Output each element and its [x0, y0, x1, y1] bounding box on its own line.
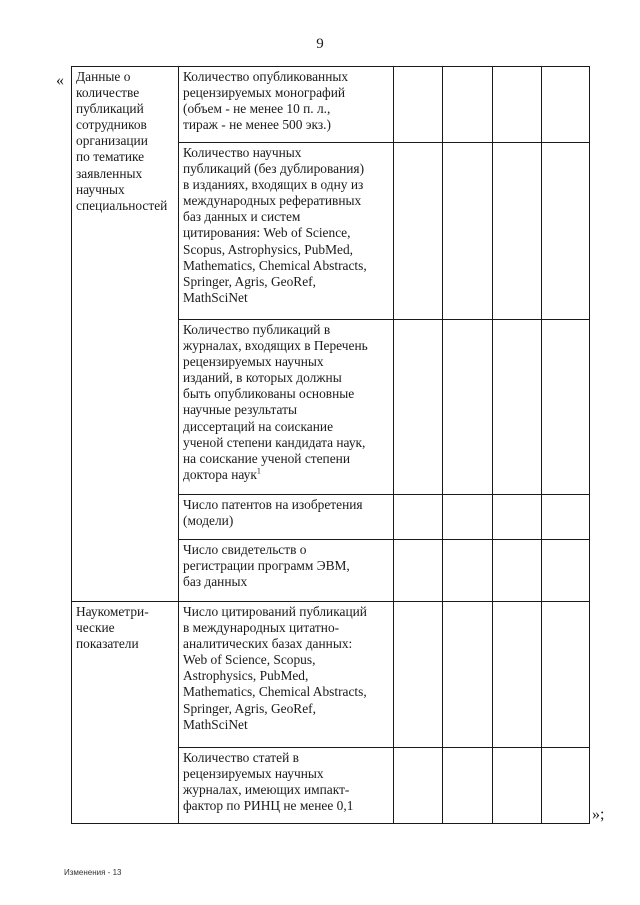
publications-table — [71, 66, 590, 824]
value-cell — [443, 143, 493, 320]
indicator-text: Число патентов на изобретения (модели) — [183, 497, 363, 529]
value-cell — [493, 67, 542, 143]
value-cell — [542, 495, 590, 540]
value-cell — [542, 143, 590, 320]
indicator-cell — [179, 143, 394, 320]
indicator-text: Количество статей в рецензируемых научных журналах, имеющих импакт- фактор по РИНЦ не менее 0,1 — [183, 750, 354, 814]
group-label-cell: Данные о количестве публикаций сотрудников организации по тематике заявленных научных специальностей — [72, 67, 179, 602]
value-cell — [443, 320, 493, 495]
indicator-cell — [179, 67, 394, 143]
footnote-marker: 1 — [256, 466, 261, 476]
indicator-cell — [179, 748, 394, 824]
value-cell — [443, 495, 493, 540]
value-cell — [443, 602, 493, 748]
indicator-text: Число цитирований публикаций в международных цитатно- аналитических базах данных: Web of Science, Scopus, Astrophysics, PubMed, Mathematics, Chemical Abstracts, Springer, Agris, GeoRef, MathSciNet — [183, 604, 367, 732]
value-cell — [542, 602, 590, 748]
opening-quote: « — [56, 72, 64, 89]
footer-note: Изменения - 13 — [64, 868, 122, 877]
indicator-text: Количество научных публикаций (без дублирования) в изданиях, входящих в одну из международных реферативных баз данных и систем цитирования: Web of Science, Scopus, Astrophysics, PubMed, Mathematics, Chemical Abstracts, Springer, Agris, GeoRef, MathSciNet — [183, 145, 367, 305]
group-label-cell: Наукометри- ческие показатели — [72, 602, 179, 824]
indicator-cell — [179, 602, 394, 748]
value-cell — [493, 748, 542, 824]
indicator-cell — [179, 495, 394, 540]
value-cell — [394, 67, 443, 143]
value-cell — [443, 540, 493, 602]
value-cell — [394, 495, 443, 540]
value-cell — [443, 748, 493, 824]
value-cell — [493, 602, 542, 748]
value-cell — [394, 748, 443, 824]
page-number: 9 — [316, 36, 324, 52]
value-cell — [394, 143, 443, 320]
value-cell — [493, 320, 542, 495]
value-cell — [394, 320, 443, 495]
indicator-cell — [179, 320, 394, 495]
indicator-text: Количество публикаций в журналах, входящих в Перечень рецензируемых научных изданий, в которых должны быть опубликованы основные научные результаты диссертаций на соискание ученой степени кандидата наук, на соискание ученой степени доктора наук — [183, 322, 368, 482]
value-cell — [493, 143, 542, 320]
indicator-text: Количество опубликованных рецензируемых монографий (объем - не менее 10 п. л., тираж - не менее 500 экз.) — [183, 69, 349, 133]
table-row — [72, 67, 590, 143]
value-cell — [542, 320, 590, 495]
value-cell — [443, 67, 493, 143]
indicator-cell — [179, 540, 394, 602]
value-cell — [394, 540, 443, 602]
indicator-text: Число свидетельств о регистрации программ ЭВМ, баз данных — [183, 542, 350, 590]
value-cell — [493, 495, 542, 540]
value-cell — [542, 67, 590, 143]
value-cell — [542, 748, 590, 824]
value-cell — [542, 540, 590, 602]
closing-quote: »; — [592, 806, 605, 823]
value-cell — [394, 602, 443, 748]
table-row — [72, 602, 590, 748]
value-cell — [493, 540, 542, 602]
